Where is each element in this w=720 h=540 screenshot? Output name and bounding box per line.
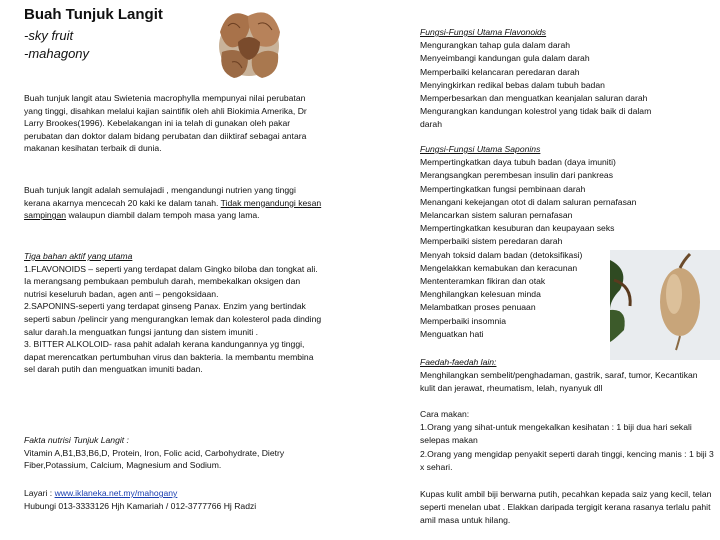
subtitle-sky-fruit: -sky fruit — [24, 28, 74, 43]
saponin-item: Merangsangkan perembesan insulin dari pankreas — [420, 170, 613, 181]
flavonoids-heading: Fungsi-Fungsi Utama Flavonoids — [420, 27, 547, 37]
contact-section — [24, 487, 324, 512]
usage-item-healthy: 1.Orang yang sihat-untuk mengekalkan kesihatan : 1 biji dua hari sekali selepas makan — [420, 422, 692, 446]
nutrition-facts-section — [24, 434, 324, 472]
flavonoid-item: Memperbesarkan dan menguatkan keanjalan saluran darah — [420, 93, 648, 104]
saponin-item: Memperbaiki insomnia — [420, 315, 506, 326]
saponin-item: Menyah toksid dalam badan (detoksifikasi) — [420, 249, 583, 260]
flavonoid-item: Mengurangkan kandungan kolestrol yang tidak baik di dalam — [420, 106, 652, 117]
natural-text: Buah tunjuk langit adalah semulajadi , mengandungi nutrien yang tinggi kerana akarnya mencecah 20 kaki ke dalam tanah. — [24, 185, 296, 208]
website-link[interactable]: www.iklaneka.net.my/mahogany — [54, 488, 178, 498]
active-ingredients-heading: Tiga bahan aktif yang utama — [24, 251, 133, 261]
intro-paragraph: Buah tunjuk langit atau Swietenia macrophylla mempunyai nilai perubatan yang tinggi, disahkan melalui kajian saintifik oleh ahli Biokimia Amerika, Dr Larry Brookes(1996). Kebelakangan ini ia telah di gunakan oleh pakar perubatan dan doktor dalam bidang perubatan dan diiktiraf sebagai antara makanan kesihatan terbaik di dunia. — [24, 93, 307, 154]
benefits-heading: Faedah-faedah lain: — [420, 357, 497, 367]
saponin-item: Memperbaiki sistem peredaran darah — [420, 236, 563, 247]
natural-paragraph — [24, 184, 324, 222]
saponin-item: Mententeramkan fikiran dan otak — [420, 276, 546, 287]
contact-phone-text: Hubungi 013-3333126 Hjh Kamariah / 012-3777766 Hj Radzi — [24, 500, 257, 511]
saponin-item: Menguatkan hati — [420, 328, 484, 339]
flavonoid-item: Mengurangkan tahap gula dalam darah — [420, 40, 571, 51]
active-ingredient-flavonoids: 1.FLAVONOIDS – seperti yang terdapat dalam Gingko biloba dan tongkat ali. Ia merangsang pembukaan pembuluh darah, membekalkan oksigen dan nutrisi keseluruh badan, agen anti – pengoksidaan. — [24, 263, 318, 299]
usage-section — [420, 408, 714, 474]
page-title: Buah Tunjuk Langit — [24, 6, 163, 23]
benefits-text: Menghilangkan sembelit/penghadaman, gastrik, saraf, tumor, Kecantikan kulit dan jerawat, rheumatism, lelah, nyanyuk dll — [420, 370, 698, 394]
nutrition-facts-heading: Fakta nutrisi Tunjuk Langit : — [24, 435, 129, 445]
saponins-heading: Fungsi-Fungsi Utama Saponins — [420, 144, 541, 154]
flavonoids-section — [420, 26, 714, 132]
no-side-effects-text: Tidak mengandungi kesan sampingan — [24, 197, 322, 221]
saponin-item: Mengelakkan kemabukan dan keracunan — [420, 262, 578, 273]
subtitle-mahagony: -mahagony — [24, 46, 90, 61]
usage-heading: Cara makan: — [420, 409, 470, 419]
active-ingredients-section — [24, 250, 324, 376]
saponin-item: Mempertingkatkan kesuburan dan keupayaan seks — [420, 223, 615, 234]
flavonoid-item: Menyingkirkan redikal bebas dalam tubuh badan — [420, 79, 605, 90]
fruit-on-tree-image — [610, 250, 720, 360]
active-ingredient-bitter-alkoloid: 3. BITTER ALKOLOID- rasa pahit adalah kerana kandungannya yg tinggi, dapat merencatkan pertumbuhan virus dan bakteria. Ia membantu membina sel darah putih dan menguatkan imuniti badan. — [24, 339, 314, 375]
natural-text-end: walaupun diambil dalam tempoh masa yang lama. — [68, 210, 260, 221]
peel-instructions: Kupas kulit ambil biji berwarna putih, pecahkan kepada saiz yang kecil, telan seperti menelan ubat . Elakkan daripada tergigit kerana rasanya terlalu pahit amil masa untuk hilang. — [420, 489, 712, 526]
flavonoid-item: darah — [420, 119, 442, 130]
benefits-section — [420, 356, 714, 396]
mahogany-fruit-image — [208, 2, 290, 82]
saponin-item: Menangani kekejangan otot di dalam saluran pernafasan — [420, 196, 637, 207]
nutrition-facts-text: Vitamin A,B1,B3,B6,D, Protein, Iron, Folic acid, Carbohydrate, Dietry Fiber,Potassium, Calcium, Magnesium and Sodium. — [24, 447, 285, 471]
flavonoid-item: Menyeimbangi kandungan gula dalam darah — [420, 53, 590, 64]
saponin-item: Mempertingkatkan daya tubuh badan (daya imuniti) — [420, 157, 616, 168]
flavonoid-item: Memperbaiki kelancaran peredaran darah — [420, 66, 580, 77]
saponin-item: Melancarkan sistem saluran pernafasan — [420, 210, 573, 221]
active-ingredient-saponins: 2.SAPONINS-seperti yang terdapat ginseng Panax. Enzim yang bertindak seperti sabun /pelincir yang mengurangkan lemak dan kolesterol pada dinding salur darah.Ia menguatkan fungsi jantung dan sistem imuniti . — [24, 301, 322, 337]
saponin-item: Melambatkan proses penuaan — [420, 302, 536, 313]
saponin-item: Menghilangkan kelesuan minda — [420, 289, 541, 300]
saponin-item: Mempertingkatkan fungsi pembinaan darah — [420, 183, 586, 194]
usage-item-patient: 2.Orang yang mengidap penyakit seperti darah tinggi, kencing manis : 1 biji 3 x sehari. — [420, 448, 714, 472]
visit-label: Layari : — [24, 488, 53, 498]
